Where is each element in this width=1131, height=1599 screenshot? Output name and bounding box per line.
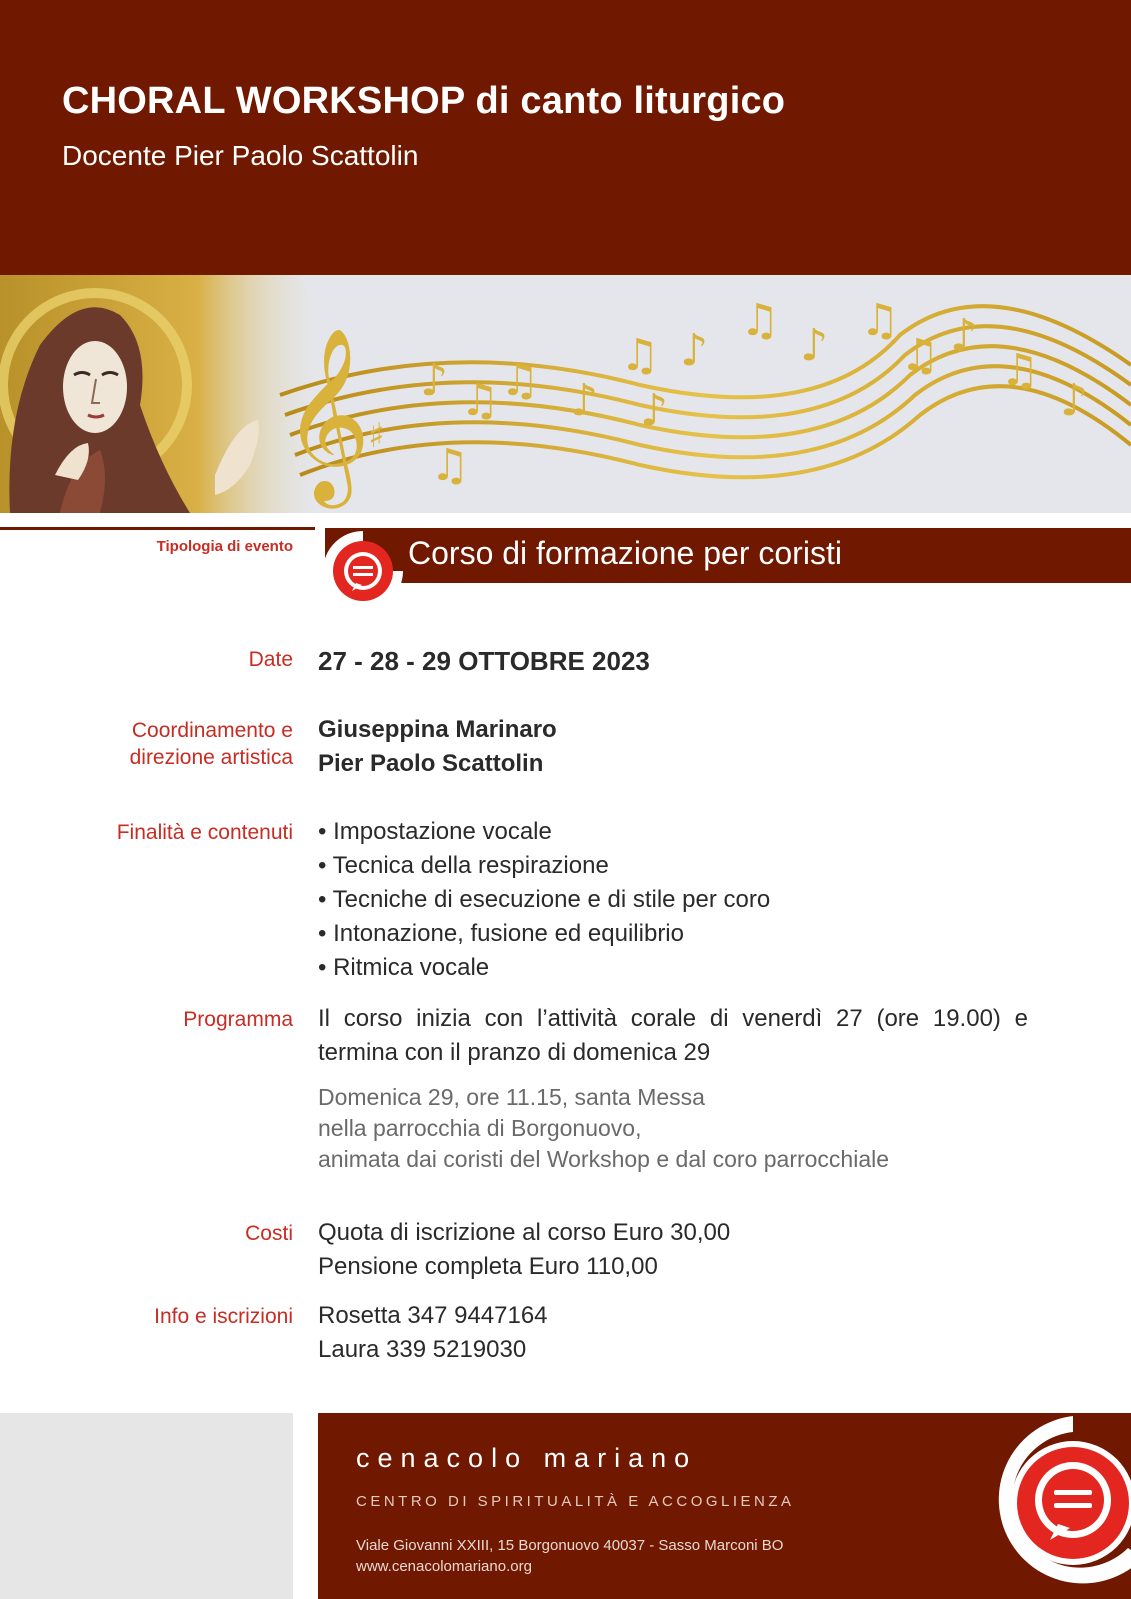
page-subtitle: Docente Pier Paolo Scattolin xyxy=(62,140,419,171)
footer-tagline: CENTRO DI SPIRITUALITÀ E ACCOGLIENZA xyxy=(356,1493,795,1510)
contact-line: Laura 339 5219030 xyxy=(318,1336,527,1363)
svg-text:♫: ♫ xyxy=(740,295,780,346)
coordination-label-line2: direzione artistica xyxy=(129,746,293,769)
svg-text:♪: ♪ xyxy=(420,355,449,406)
aims-list xyxy=(318,815,770,985)
mass-line: animata dai coristi del Workshop e dal coro parrocchiale xyxy=(318,1146,890,1172)
svg-text:♫: ♫ xyxy=(620,330,660,381)
svg-text:♫: ♫ xyxy=(460,375,500,426)
svg-text:♪: ♪ xyxy=(800,320,829,371)
info-label: Info e iscrizioni xyxy=(154,1305,293,1328)
svg-text:♫: ♫ xyxy=(860,295,900,346)
svg-text:♪: ♪ xyxy=(680,325,709,376)
list-item: • Impostazione vocale xyxy=(318,818,552,845)
footer-org-name: cenacolo mariano xyxy=(356,1443,698,1473)
event-type-label: Tipologia di evento xyxy=(156,538,293,555)
footer-logo-icon xyxy=(978,1413,1131,1598)
footer xyxy=(318,1413,1131,1599)
treble-clef-icon: 𝄞 xyxy=(282,327,371,501)
cost-line: Quota di iscrizione al corso Euro 30,00 xyxy=(318,1219,731,1246)
costs-label: Costi xyxy=(245,1222,293,1245)
date-value: 27 - 28 - 29 OTTOBRE 2023 xyxy=(318,646,650,676)
program-text: Il corso inizia con l’attività corale di venerdì 27 (ore 19.00) e termina con il pranzo di domenica 29 xyxy=(318,1005,1028,1066)
svg-text:♪: ♪ xyxy=(950,310,979,361)
svg-text:♫: ♫ xyxy=(900,330,940,381)
costs-values xyxy=(318,1216,730,1284)
list-item: • Tecnica della respirazione xyxy=(318,852,609,879)
coordination-label-line1: Coordinamento e xyxy=(131,719,293,742)
footer-grey-block xyxy=(0,1413,293,1599)
footer-address: Viale Giovanni XXIII, 15 Borgonuovo 40037 - Sasso Marconi BO xyxy=(356,1537,784,1554)
list-item: • Tecniche di esecuzione e di stile per coro xyxy=(318,886,771,913)
svg-text:♪: ♪ xyxy=(570,375,599,426)
coordinator-names xyxy=(318,713,557,781)
svg-text:♪: ♪ xyxy=(640,385,669,436)
svg-text:♪: ♪ xyxy=(1060,375,1089,426)
mass-line: Domenica 29, ore 11.15, santa Messa xyxy=(318,1084,705,1110)
mass-info xyxy=(318,1082,889,1175)
cost-line: Pensione completa Euro 110,00 xyxy=(318,1253,658,1280)
info-contacts xyxy=(318,1299,548,1367)
section-divider xyxy=(0,527,315,530)
list-item: • Intonazione, fusione ed equilibrio xyxy=(318,920,684,947)
list-item: • Ritmica vocale xyxy=(318,954,490,981)
mass-line: nella parrocchia di Borgonuovo, xyxy=(318,1115,642,1141)
date-label: Date xyxy=(248,648,293,671)
footer-address-block xyxy=(356,1535,783,1577)
coordinator-name: Pier Paolo Scattolin xyxy=(318,750,544,777)
contact-line: Rosetta 347 9447164 xyxy=(318,1302,548,1329)
aims-label: Finalità e contenuti xyxy=(116,821,293,844)
svg-text:♫: ♫ xyxy=(500,355,540,406)
coordinator-name: Giuseppina Marinaro xyxy=(318,716,557,743)
svg-text:♫: ♫ xyxy=(430,440,470,491)
banner-image xyxy=(0,275,1131,513)
program-label: Programma xyxy=(183,1008,293,1031)
music-staff-illustration xyxy=(0,275,1131,513)
coordination-label xyxy=(130,717,293,771)
svg-text:♫: ♫ xyxy=(1000,345,1040,396)
page-title: CHORAL WORKSHOP di canto liturgico xyxy=(62,80,786,122)
footer-website-link[interactable]: www.cenacolomariano.org xyxy=(356,1558,532,1575)
header xyxy=(0,0,1131,275)
cenacolo-logo-icon xyxy=(318,525,408,613)
event-type-value: Corso di formazione per coristi xyxy=(408,535,842,571)
svg-text:♯: ♯ xyxy=(368,416,385,456)
